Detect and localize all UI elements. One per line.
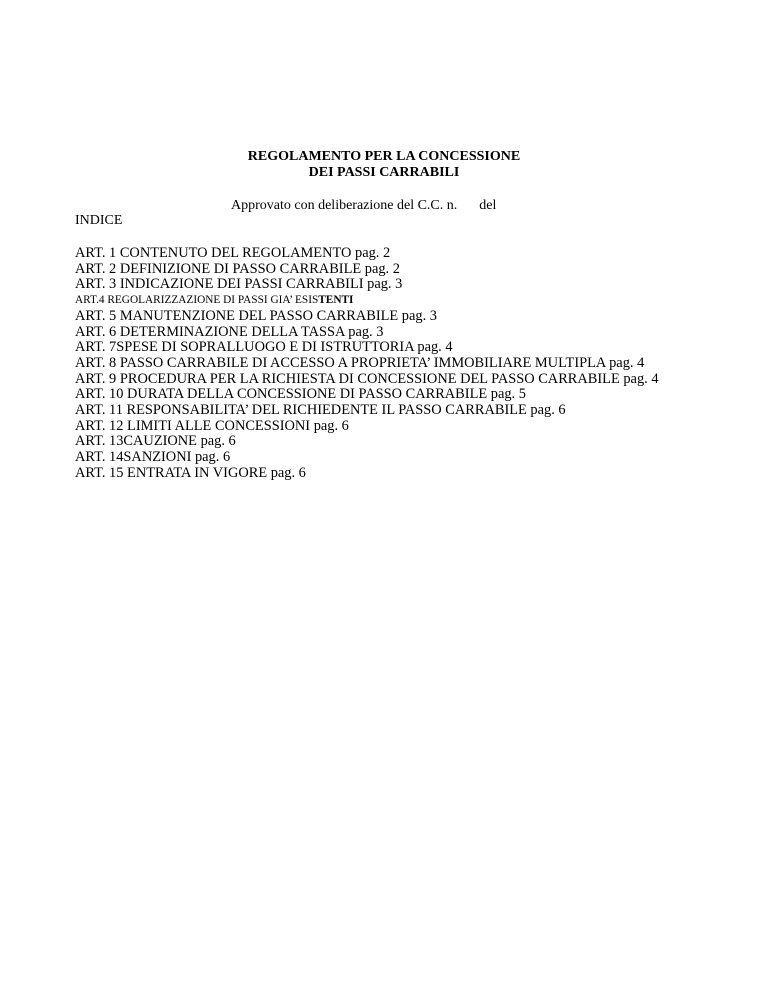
toc-entry-art-7: ART. 7SPESE DI SOPRALLUOGO E DI ISTRUTTORIA pag. 4 bbox=[75, 339, 453, 356]
toc-entry-art-5: ART. 5 MANUTENZIONE DEL PASSO CARRABILE pag. 3 bbox=[75, 307, 437, 324]
document-title-line-2: DEI PASSI CARRABILI bbox=[308, 165, 460, 180]
toc-entry-art-9: ART. 9 PROCEDURA PER LA RICHIESTA DI CONCESSIONE DEL PASSO CARRABILE pag. 4 bbox=[75, 370, 659, 387]
index-heading: INDICE bbox=[75, 213, 123, 228]
approval-note bbox=[231, 198, 496, 214]
approval-text: Approvato con deliberazione del C.C. n. bbox=[231, 198, 458, 213]
approval-del: del bbox=[479, 198, 497, 213]
toc-entry-art-14: ART. 14SANZIONI pag. 6 bbox=[75, 449, 231, 466]
toc-entry-art-3: ART. 3 INDICAZIONE DEI PASSI CARRABILI pag. 3 bbox=[75, 276, 403, 293]
toc-entry-art-2: ART. 2 DEFINIZIONE DI PASSO CARRABILE pag. 2 bbox=[75, 260, 400, 277]
toc-entry-art-11: ART. 11 RESPONSABILITA’ DEL RICHIEDENTE IL PASSO CARRABILE pag. 6 bbox=[75, 402, 566, 419]
toc-entry-art-12: ART. 12 LIMITI ALLE CONCESSIONI pag. 6 bbox=[75, 417, 349, 434]
toc-entry-art-4-text: ART.4 REGOLARIZZAZIONE DI PASSI GIA’ ESIS bbox=[75, 294, 319, 307]
toc-entry-art-1: ART. 1 CONTENUTO DEL REGOLAMENTO pag. 2 bbox=[75, 245, 391, 261]
toc-entry-art-15: ART. 15 ENTRATA IN VIGORE pag. 6 bbox=[75, 464, 306, 481]
table-of-contents bbox=[75, 246, 694, 482]
document-title-line-1: REGOLAMENTO PER LA CONCESSIONE bbox=[247, 149, 521, 164]
toc-entry-art-10: ART. 10 DURATA DELLA CONCESSIONE DI PASSO CARRABILE pag. 5 bbox=[75, 386, 526, 403]
toc-entry-art-8: ART. 8 PASSO CARRABILE DI ACCESSO A PROPRIETA’ IMMOBILIARE MULTIPLA pag. 4 bbox=[75, 354, 645, 371]
toc-entry-art-4-bold-text: TENTI bbox=[318, 294, 354, 307]
toc-entry-art-4 bbox=[75, 293, 694, 309]
toc-entry-art-6: ART. 6 DETERMINAZIONE DELLA TASSA pag. 3 bbox=[75, 323, 384, 340]
toc-entry-art-13: ART. 13CAUZIONE pag. 6 bbox=[75, 433, 236, 450]
